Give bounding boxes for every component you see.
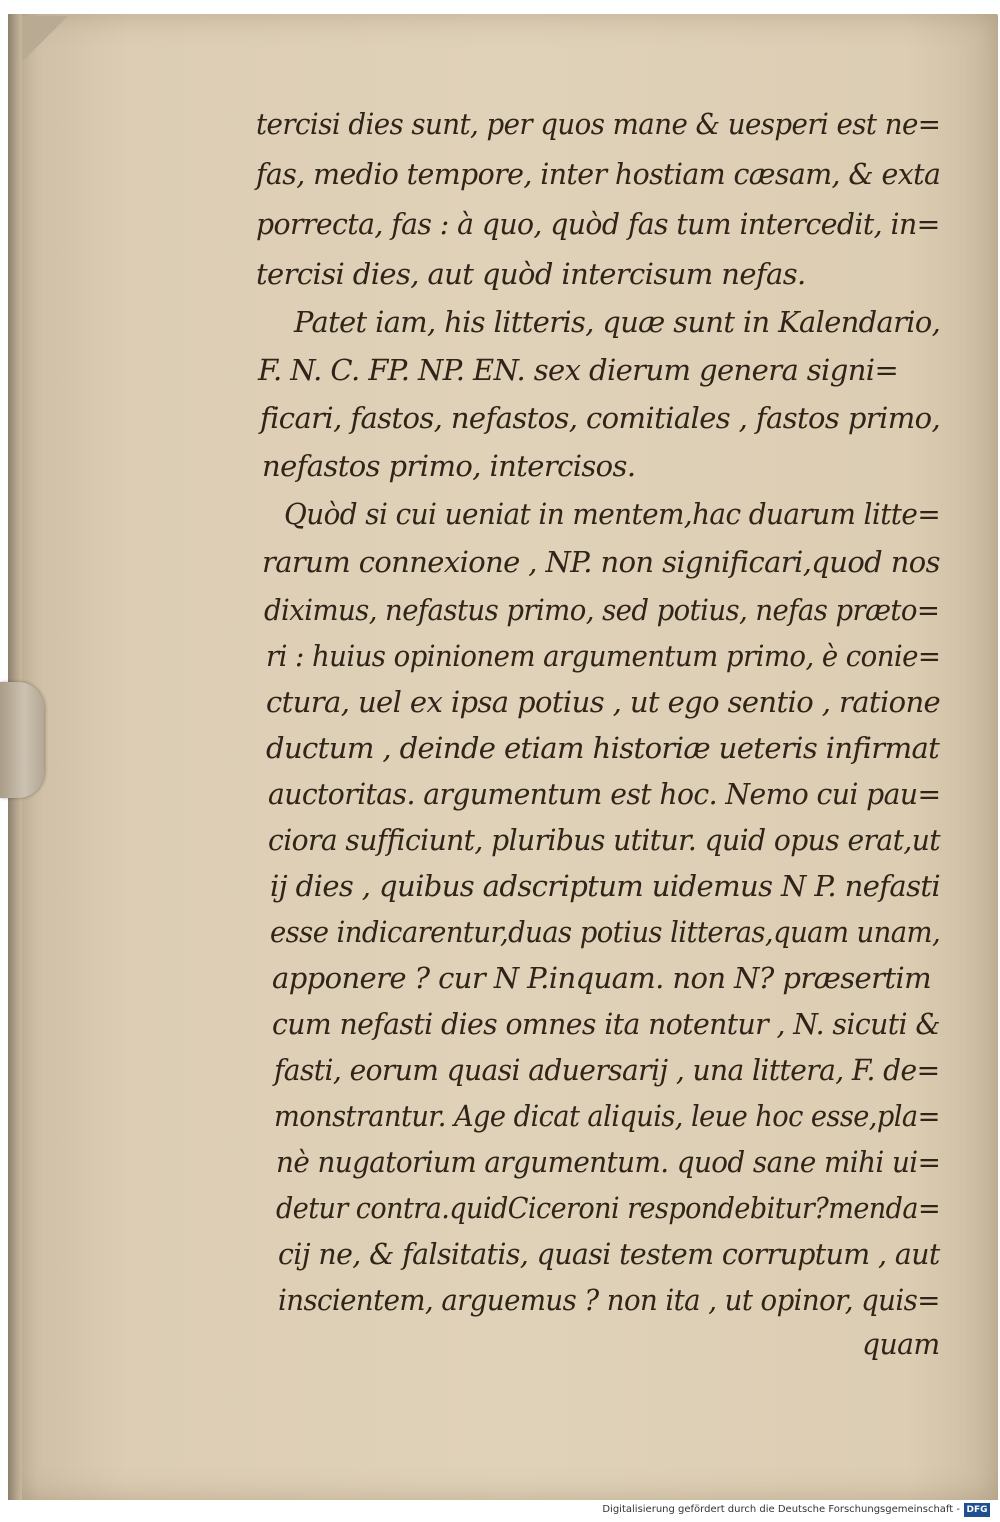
text-line: ductum , deinde etiam historiæ ueteris infirmat <box>266 731 940 765</box>
book-clasp <box>0 682 44 798</box>
text-line: auctoritas. argumentum est hoc. Nemo cui pau= <box>268 777 941 811</box>
text-line: nefastos primo, intercisos. <box>262 449 636 483</box>
text-line: tercisi dies sunt, per quos mane & uesperi est ne= <box>256 107 941 141</box>
text-line: Quòd si cui ueniat in mentem,hac duarum litte= <box>284 497 941 531</box>
text-line: ciora sufficiunt, pluribus utitur. quid opus erat,ut <box>268 823 941 857</box>
text-line: quam <box>862 1327 940 1361</box>
digitization-footer <box>0 1500 1000 1522</box>
text-line: cum nefasti dies omnes ita notentur , N. sicuti & <box>272 1007 940 1041</box>
text-line: F. N. C. FP. NP. EN. sex dierum genera signi= <box>258 353 899 387</box>
text-line: monstrantur. Age dicat aliquis, leue hoc esse,pla= <box>274 1099 940 1133</box>
text-line: esse indicarentur,duas potius litteras,quam unam, <box>270 915 941 949</box>
text-line: Patet iam, his litteris, quæ sunt in Kalendario, <box>294 305 941 339</box>
text-line: inscientem, arguemus ? non ita , ut opinor, quis= <box>278 1283 940 1317</box>
text-line: ij dies , quibus adscriptum uidemus N P. nefasti <box>270 869 941 903</box>
text-line: fas, medio tempore, inter hostiam cæsam, & exta <box>256 157 941 191</box>
text-line: detur contra.quidCiceroni respondebitur?menda= <box>276 1191 941 1225</box>
text-line: porrecta, fas : à quo, quòd fas tum intercedit, in= <box>256 207 940 241</box>
text-line: ctura, uel ex ipsa potius , ut ego sentio , ratione <box>266 685 941 719</box>
text-line: tercisi dies, aut quòd intercisum nefas. <box>256 257 806 291</box>
dfg-logo: DFG <box>964 1503 990 1517</box>
text-line: rarum connexione , NP. non significari,quod nos <box>262 545 940 579</box>
text-line: nè nugatorium argumentum. quod sane mihi ui= <box>276 1145 941 1179</box>
text-line: ri : huius opinionem argumentum primo, è conie= <box>266 639 941 673</box>
text-line: ficari, fastos, nefastos, comitiales , fastos primo, <box>260 401 941 435</box>
funding-credit: Digitalisierung gefördert durch die Deutsche Forschungsgemeinschaft - <box>602 1504 960 1515</box>
text-line: diximus, nefastus primo, sed potius, nefas præto= <box>264 593 940 627</box>
text-line: apponere ? cur N P.inquam. non N? præsertim <box>272 961 931 995</box>
text-line: fasti, eorum quasi aduersarij , una littera, F. de= <box>274 1053 940 1087</box>
text-line: cij ne, & falsitatis, quasi testem corruptum , aut <box>278 1237 940 1271</box>
page-corner-fold <box>22 16 68 62</box>
